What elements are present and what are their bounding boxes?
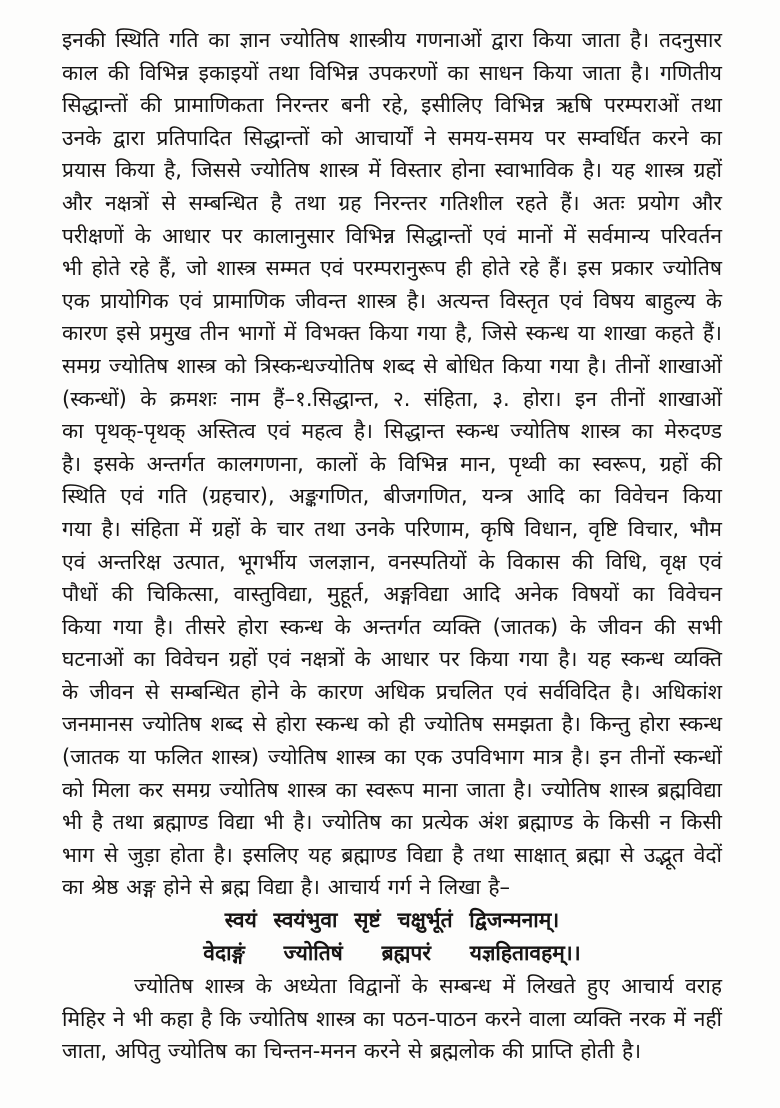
- text-line: का श्रेष्ठ अङ्ग होने से ब्रह्म विद्या है। आचार्य गर्ग ने लिखा है–: [62, 875, 511, 900]
- text-line: इनकी स्थिति गति का ज्ञान ज्योतिष शास्त्रीय गणनाओं द्वारा किया जाता है। तदनुसार: [62, 28, 722, 52]
- text-line: एक प्रायोगिक एवं प्रामाणिक जीवन्त शास्त्र है। अत्यन्त विस्तृत एवं विषय बाहुल्य के: [62, 288, 722, 313]
- text-line: और नक्षत्रों से सम्बन्धित है तथा ग्रह निरन्तर गतिशील रहते हैं। अतः प्रयोग और: [62, 190, 722, 215]
- text-line: मिहिर ने भी कहा है कि ज्योतिष शास्त्र का पठन-पाठन करने वाला व्यक्ति नरक में नहीं: [62, 1006, 722, 1031]
- text-line: पौधों की चिकित्सा, वास्तुविद्या, मुहूर्त, अङ्गविद्या आदि अनेक विषयों का विवेचन: [62, 582, 722, 607]
- text-line: के जीवन से सम्बन्धित होने के कारण अधिक प्रचलित एवं सर्वविदित है। अधिकांश: [62, 679, 722, 704]
- text-line: प्रयास किया है, जिससे ज्योतिष शास्त्र में विस्तार होना स्वाभाविक है। यह शास्त्र ग्रहों: [62, 158, 722, 183]
- text-line: जनमानस ज्योतिष शब्द से होरा स्कन्ध को ही ज्योतिष समझता है। किन्तु होरा स्कन्ध: [62, 712, 722, 737]
- main-paragraph: [62, 24, 722, 904]
- text-line: (जातक या फलित शास्त्र) ज्योतिष शास्त्र का एक उपविभाग मात्र है। इन तीनों स्कन्धों: [62, 745, 722, 770]
- text-line: उनके द्वारा प्रतिपादित सिद्धान्तों को आचार्यों ने समय-समय पर सम्वर्धित करने का: [62, 125, 722, 150]
- text-line: का पृथक्-पृथक् अस्तित्व एवं महत्व है। सिद्धान्त स्कन्ध ज्योतिष शास्त्र का मेरुदण्ड: [62, 419, 722, 444]
- text-line: को मिला कर समग्र ज्योतिष शास्त्र का स्वरूप माना जाता है। ज्योतिष शास्त्र ब्रह्मविद्या: [62, 777, 722, 802]
- sanskrit-verse: [62, 904, 722, 970]
- text-line: स्थिति एवं गति (ग्रहचार), अङ्कगणित, बीजगणित, यन्त्र आदि का विवेचन किया: [62, 484, 722, 509]
- text-line: घटनाओं का विवेचन ग्रहों एवं नक्षत्रों के आधार पर किया गया है। यह स्कन्ध व्यक्ति: [62, 647, 722, 672]
- text-line: भी होते रहे हैं, जो शास्त्र सम्मत एवं परम्परानुरूप ही होते रहे हैं। इस प्रकार ज्योतिष: [62, 256, 722, 281]
- text-line: समग्र ज्योतिष शास्त्र को त्रिस्कन्धज्योतिष शब्द से बोधित किया गया है। तीनों शाखाओं: [62, 353, 722, 378]
- text-line: एवं अन्तरिक्ष उत्पात, भूगर्भीय जलज्ञान, वनस्पतियों के विकास की विधि, वृक्ष एवं: [62, 549, 722, 574]
- text-line: ज्योतिष शास्त्र के अध्येता विद्वानों के सम्बन्ध में लिखते हुए आचार्य वराह: [134, 974, 722, 999]
- text-line: काल की विभिन्न इकाइयों तथा विभिन्न उपकरणों का साधन किया जाता है। गणितीय: [62, 60, 722, 85]
- text-line: किया गया है। तीसरे होरा स्कन्ध के अन्तर्गत व्यक्ति (जातक) के जीवन की सभी: [62, 614, 722, 639]
- text-line: जाता, अपितु ज्योतिष का चिन्तन-मनन करने से ब्रह्मलोक की प्राप्ति होती है।: [62, 1039, 642, 1064]
- text-line: भी है तथा ब्रह्माण्ड विद्या भी है। ज्योतिष का प्रत्येक अंश ब्रह्माण्ड के किसी न किसी: [62, 810, 722, 835]
- text-line: है। इसके अन्तर्गत कालगणना, कालों के विभिन्न मान, पृथ्वी का स्वरूप, ग्रहों की: [62, 451, 722, 476]
- text-line: सिद्धान्तों की प्रामाणिकता निरन्तर बनी रहे, इसीलिए विभिन्न ऋषि परम्पराओं तथा: [62, 93, 722, 118]
- text-line: भाग से जुड़ा होता है। इसलिए यह ब्रह्माण्ड विद्या है तथा साक्षात् ब्रह्मा से उद्भूत वेदों: [62, 842, 722, 867]
- text-line: (स्कन्धों) के क्रमशः नाम हैं–१.सिद्धान्त, २. संहिता, ३. होरा। इन तीनों शाखाओं: [62, 386, 722, 411]
- verse-line: वेदाङ्गं ज्योतिषं ब्रह्मपरं यज्ञहितावहम्।।: [203, 941, 581, 966]
- text-line: परीक्षणों के आधार पर कालानुसार विभिन्न सिद्धान्तों एवं मानों में सर्वमान्य परिवर्तन: [62, 223, 722, 248]
- verse-line: स्वयं स्वयंभुवा सृष्टं चक्षुर्भूतं द्विजन्मनाम्।: [224, 908, 560, 933]
- text-line: गया है। संहिता में ग्रहों के चार तथा उनके परिणाम, कृषि विधान, वृष्टि विचार, भौम: [62, 516, 722, 541]
- closing-paragraph: [62, 970, 722, 1068]
- text-line: कारण इसे प्रमुख तीन भागों में विभक्त किया गया है, जिसे स्कन्ध या शाखा कहते हैं।: [62, 321, 722, 346]
